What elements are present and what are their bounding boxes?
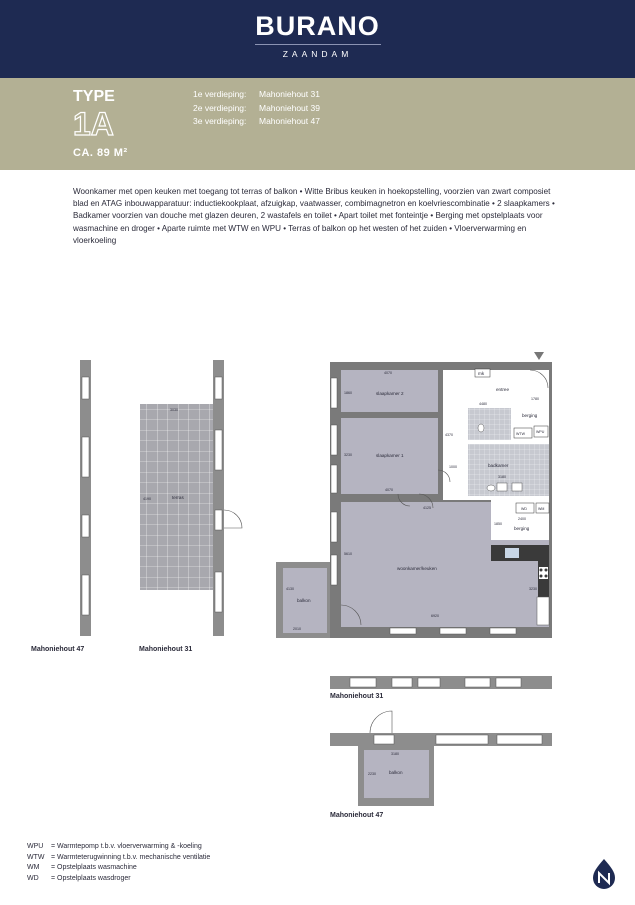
floor-value: Mahoniehout 47 xyxy=(259,116,320,126)
dim-berging-width: 2400 xyxy=(518,517,526,521)
legend-row xyxy=(27,863,210,874)
dim-terras-width: 3030 xyxy=(170,408,178,412)
legend-row xyxy=(27,874,210,885)
dim-sk1-width: 4070 xyxy=(385,488,393,492)
brand-city: ZAANDAM xyxy=(282,49,353,59)
type-area: CA. 89 M² xyxy=(73,147,128,159)
dim-entree-height: 1780 xyxy=(531,397,539,401)
room-label-balkon47: balkon xyxy=(389,770,403,775)
dim-woonkamer-height: 5610 xyxy=(344,552,352,556)
legend xyxy=(27,842,210,884)
brand-name: BURANO xyxy=(255,11,380,41)
legend-row xyxy=(27,853,210,864)
floor-value: Mahoniehout 31 xyxy=(259,89,320,99)
room-label-balkon: balkon xyxy=(297,598,311,603)
legend-value: = Opstelplaats wasmachine xyxy=(51,864,137,871)
room-label-entree: entree xyxy=(496,387,510,392)
room-label-badkamer: badkamer xyxy=(488,463,509,468)
type-code: 1A xyxy=(73,106,114,142)
elevation-31 xyxy=(330,676,552,689)
room-label-mk: mk xyxy=(478,371,485,376)
legend-value: = Warmtepomp t.b.v. vloerverwarming & -koeling xyxy=(51,843,202,850)
elevation-47 xyxy=(330,711,552,806)
legend-key: WTW xyxy=(27,853,45,861)
dim-woonkamer-height2: 3230 xyxy=(529,587,537,591)
dim-sk2-height: 1860 xyxy=(344,391,352,395)
caption-elev-31: Mahoniehout 31 xyxy=(330,693,384,700)
dim-berging-height: 1850 xyxy=(494,522,502,526)
type-label: TYPE xyxy=(73,88,115,105)
dim-sk1-height: 3230 xyxy=(344,453,352,457)
room-label-slaapkamer2: slaapkamer 2 xyxy=(376,391,404,396)
caption-left-31: Mahoniehout 31 xyxy=(139,646,193,653)
terras-plan xyxy=(140,360,242,636)
legend-key: WD xyxy=(27,874,39,882)
dim-balkon-width: 2010 xyxy=(293,627,301,631)
room-label-berging: berging xyxy=(514,526,530,531)
dim-balkon47-width: 3180 xyxy=(391,752,399,756)
room-label-woonkamer: woonkamer/keuken xyxy=(397,566,437,571)
legend-key: WM xyxy=(27,864,40,871)
dim-sk2-width: 4070 xyxy=(384,371,392,375)
dim-terras-height: 4190 xyxy=(143,497,151,501)
caption-elev-47: Mahoniehout 47 xyxy=(330,812,384,819)
legend-value: = Opstelplaats wasdroger xyxy=(51,874,131,882)
legend-row xyxy=(27,842,210,853)
appliance-wm: WM xyxy=(538,507,545,511)
appliance-wpu: WPU xyxy=(536,430,545,434)
room-label-berging-top: berging xyxy=(522,413,538,418)
north-arrow-icon xyxy=(591,858,617,890)
dim-hall-height: 4370 xyxy=(445,433,453,437)
dim-mid: 4125 xyxy=(423,506,431,510)
floor-label: 2e verdieping: xyxy=(193,102,247,113)
dim-balkon-height: 4130 xyxy=(286,587,294,591)
floor-value: Mahoniehout 39 xyxy=(259,102,320,113)
appliance-wd: WD xyxy=(521,507,527,511)
facade-strip-47 xyxy=(80,360,91,636)
room-label-terras: terras xyxy=(172,495,184,500)
floor-label: 1e verdieping: xyxy=(193,89,247,99)
dim-entree-width: 4480 xyxy=(479,402,487,406)
dim-toilet-height: 1000 xyxy=(449,465,457,469)
legend-value: = Warmteterugwinning t.b.v. mechanische ventilatie xyxy=(51,853,211,861)
description-text: Woonkamer met open keuken met toegang tot terras of balkon • Witte Bribus keuken in hoekopstelling, voorzien van zwart composiet blad en ATAG inbouwapparatuur: inductiekookplaat, afzuigkap, vaatwasser, combimagnetron en koelvriescombinatie • 2 slaapkamers • Badkamer voorzien van douche met glazen deuren, 2 wastafels en toilet • Apart toilet met fonteintje • Berging met opstelplaats voor wasmachine en droger • Aparte ruimte met WTW en WPU • Terras of balkon op het westen of het zuiden • Vloerverwarming en vloerkoeling xyxy=(73,187,555,245)
apartment-plan xyxy=(330,352,552,638)
dim-balkon47-height: 2230 xyxy=(368,772,376,776)
dim-bad-width: 3180 xyxy=(498,475,506,479)
appliance-wtw: WTW xyxy=(516,432,525,436)
floor-label: 3e verdieping: xyxy=(193,116,247,126)
room-label-slaapkamer1: slaapkamer 1 xyxy=(376,453,404,458)
legend-key: WPU xyxy=(27,843,44,850)
dim-woonkamer-width: 6920 xyxy=(431,614,439,618)
caption-left-47: Mahoniehout 47 xyxy=(31,646,85,653)
